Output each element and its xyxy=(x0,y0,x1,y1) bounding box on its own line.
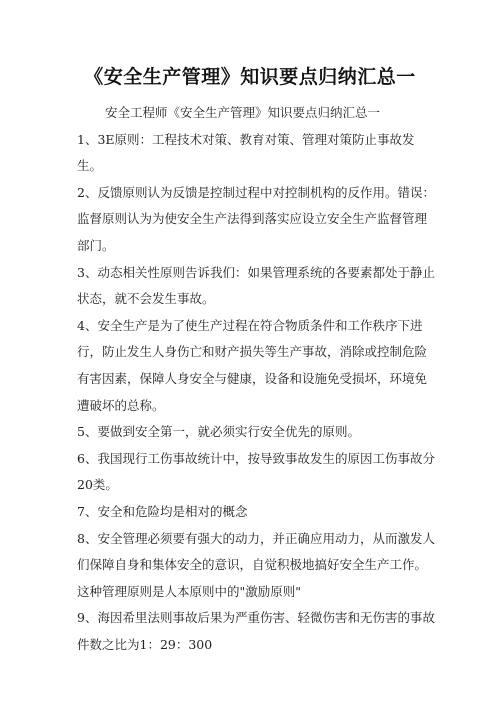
paragraph-item: 9、海因希里法则事故后果为严重伤害、轻微伤害和无伤害的事故件数之比为1：29：300 xyxy=(77,610,435,652)
document-body xyxy=(77,100,437,658)
paragraph-item: 2、反馈原则认为反馈是控制过程中对控制机构的反作用。错误：监督原则认为为使安全生产法得到落实应设立安全生产监督管理部门。 xyxy=(77,184,435,253)
paragraph-item: 5、要做到安全第一，就必须实行安全优先的原则。 xyxy=(77,424,360,440)
paragraph-item: 1、3E原则：工程技术对策、教育对策、管理对策防止事故发生。 xyxy=(77,131,415,174)
paragraph-item: 4、安全生产是为了使生产过程在符合物质条件和工作秩序下进行，防止发生人身伤亡和财产损失等生产事故，消除或控制危险有害因素，保障人身安全与健康，设备和设施免受损坏，环境免遭破坏的总称。 xyxy=(77,317,428,413)
paragraph-item: 6、我国现行工伤事故统计中，按导致事故发生的原因工伤事故分20类。 xyxy=(77,450,435,493)
paragraph-item: 3、动态相关性原则告诉我们：如果管理系统的各要素都处于静止状态，就不会发生事故。 xyxy=(77,264,435,307)
document-title: 《安全生产管理》知识要点归纳汇总一 xyxy=(84,66,416,88)
document-subtitle: 安全工程师《安全生产管理》知识要点归纳汇总一 xyxy=(105,105,381,120)
paragraph-item: 8、安全管理必须要有强大的动力，并正确应用动力，从而激发人们保障自身和集体安全的意识，自觉积极地搞好安全生产工作。这种管理原则是人本原则中的"激励原则" xyxy=(77,530,435,599)
paragraph-item: 7、安全和危险均是相对的概念 xyxy=(77,503,248,519)
